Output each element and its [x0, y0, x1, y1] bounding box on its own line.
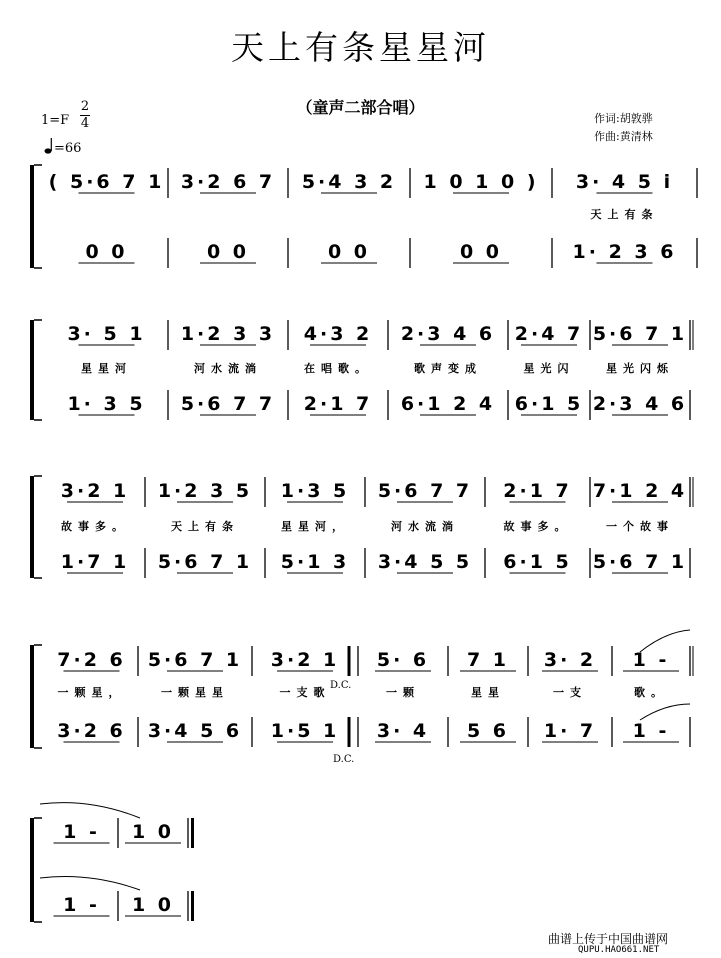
lower-voice-measure: 3·2 6	[57, 720, 126, 742]
upper-voice-measure: 5·4 3 2	[301, 171, 397, 193]
lyric-text: 河水流淌	[391, 520, 459, 533]
lyric-text: 故事多。	[61, 520, 129, 533]
final-bar-line	[191, 818, 194, 848]
upper-voice-measure: 2·1 7	[503, 480, 572, 502]
dc-mark: D.C.	[330, 680, 352, 691]
upper-voice-measure: 5·6 7 7	[377, 480, 473, 502]
lower-voice-measure: 3·4 5 5	[377, 551, 473, 573]
lower-voice-measure: 5·1 3	[280, 551, 350, 573]
lyricist-credit: 作词:胡敦骅	[594, 112, 653, 125]
dc-mark: D.C.	[333, 754, 355, 765]
footer-site-name: 曲谱上传于中国曲谱网	[548, 932, 669, 946]
lower-voice-measure: 6·1 2 4	[400, 393, 496, 415]
lower-voice-measure: 3·4 5 6	[147, 720, 243, 742]
song-title: 天上有条星星河	[231, 28, 490, 67]
upper-voice-measure: 3· 2	[543, 649, 597, 671]
upper-voice-measure: 1·3 5	[280, 480, 350, 502]
system-bracket	[30, 476, 34, 578]
lyric-text: 天上有条	[171, 520, 239, 533]
lower-voice-measure: 0 0	[85, 241, 128, 263]
lyric-text: 故事多。	[503, 520, 572, 533]
upper-voice-measure: 7·1 2 4	[592, 480, 688, 502]
upper-voice-measure: 1 0	[131, 821, 175, 843]
lower-voice-measure: 1· 7	[543, 720, 597, 742]
upper-voice-measure: 4·3 2	[303, 323, 373, 345]
lyric-text: 一支歌	[279, 686, 331, 699]
lower-voice-measure: 6·1 5	[503, 551, 572, 573]
footer-site-url: QUPU.HAO661.NET	[578, 945, 660, 955]
lower-voice-measure: 1·5 1	[270, 720, 340, 742]
upper-voice-measure: 3· 4 5 i	[575, 171, 674, 193]
lower-voice-measure: 1 -	[63, 894, 100, 916]
upper-voice-measure: 5· 6	[376, 649, 430, 671]
lyric-text: 在唱歌。	[304, 362, 372, 375]
system-bracket	[30, 818, 34, 922]
final-bar-line	[191, 891, 194, 921]
lyric-text: 星光闪	[523, 362, 575, 375]
upper-voice-measure: 1 -	[632, 649, 670, 671]
upper-voice-measure: 3·2 6 7	[180, 171, 276, 193]
lyric-text: 星星河，	[281, 520, 349, 533]
lyric-text: 河水流淌	[194, 362, 262, 375]
lyric-text: 一支	[553, 686, 587, 699]
lower-voice-measure: 3· 4	[376, 720, 430, 742]
upper-voice-measure: 1·2 3 3	[180, 323, 276, 345]
lower-voice-measure: 5·6 7 1	[592, 551, 688, 573]
tempo-value: =66	[54, 141, 82, 156]
lower-voice-measure: 1· 2 3 6	[572, 241, 677, 263]
upper-voice-measure: 7 1	[466, 649, 510, 671]
tie-arc	[640, 704, 690, 720]
upper-voice-measure: 3· 5 1	[67, 323, 146, 345]
lyric-text: 歌。	[634, 686, 668, 699]
lyric-text: 一颗星星	[161, 686, 229, 699]
lower-voice-measure: 1· 3 5	[67, 393, 146, 415]
lower-voice-measure: 5·6 7 1	[157, 551, 253, 573]
lyric-text: 星星	[471, 686, 505, 699]
lower-voice-measure: 0 0	[327, 241, 371, 263]
lyric-text: 星星河	[81, 362, 132, 375]
upper-voice-measure: 1 0 1 0 )	[423, 171, 539, 193]
lower-voice-measure: 5·6 7 7	[180, 393, 276, 415]
upper-voice-measure: 5·6 7 1	[147, 649, 243, 671]
time-signature-bottom: 4	[80, 116, 90, 131]
lower-voice-measure: 1 0	[131, 894, 175, 916]
system-bracket	[30, 165, 34, 268]
key-signature: 1=F	[41, 113, 70, 128]
lower-voice-measure: 1 -	[632, 720, 670, 742]
lower-voice-measure: 2·1 7	[303, 393, 373, 415]
system-bracket	[30, 320, 34, 420]
upper-voice-measure: 1·2 3 5	[157, 480, 253, 502]
system-bracket	[30, 645, 34, 748]
lower-voice-measure: 5 6	[466, 720, 510, 742]
time-signature-top: 2	[80, 99, 90, 114]
lyric-text: 一个故事	[606, 520, 674, 533]
composer-credit: 作曲:黄清林	[594, 130, 653, 143]
upper-voice-measure: 5·6 7 1	[592, 323, 688, 345]
lyric-text: 一颗星，	[57, 686, 126, 699]
lower-voice-measure: 0 0	[459, 241, 503, 263]
upper-voice-measure: ( 5·6 7 1	[48, 171, 165, 193]
upper-voice-measure: 1 -	[63, 821, 100, 843]
upper-voice-measure: 3·2 1	[270, 649, 340, 671]
lyric-text: 星光闪烁	[606, 362, 674, 375]
song-subtitle: （童声二部合唱）	[296, 98, 425, 117]
lower-voice-measure: 1·7 1	[60, 551, 130, 573]
lyric-text: 歌声变成	[414, 362, 482, 375]
lower-voice-measure: 6·1 5	[514, 393, 584, 415]
lower-voice-measure: 0 0	[206, 241, 250, 263]
upper-voice-measure: 2·4 7	[514, 323, 584, 345]
upper-voice-measure: 2·3 4 6	[400, 323, 496, 345]
upper-voice-measure: 7·2 6	[57, 649, 126, 671]
lyric-text: 天上有条	[590, 208, 659, 221]
lower-voice-measure: 2·3 4 6	[592, 393, 688, 415]
tie-arc	[40, 877, 140, 891]
tie-arc	[40, 803, 140, 818]
lyric-text: 一颗	[386, 686, 420, 699]
upper-voice-measure: 3·2 1	[60, 480, 130, 502]
